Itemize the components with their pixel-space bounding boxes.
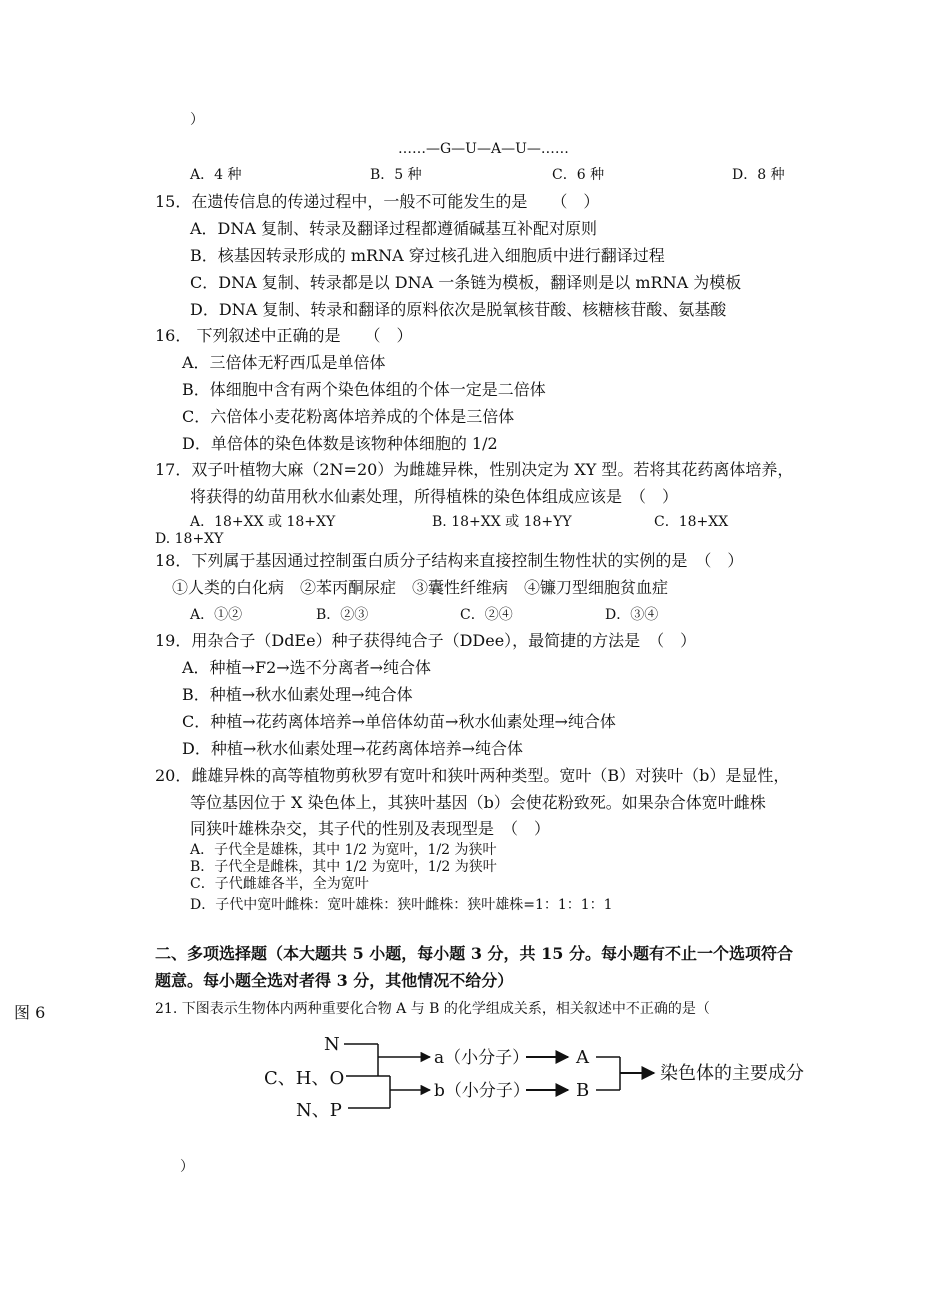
label-a-small-molecule: a（小分子） — [434, 1048, 530, 1068]
compound-composition-diagram — [250, 1026, 830, 1126]
q15-option-a: A．DNA 复制、转录及翻译过程都遵循碱基互补配对原则 — [190, 219, 598, 238]
q17-stem-line1: 17．双子叶植物大麻（2N=20）为雌雄异株，性别决定为 XY 型。若将其花药离体培养， — [155, 460, 794, 479]
q18-stem: 18．下列属于基因通过控制蛋白质分子结构来直接控制生物性状的实例的是 （ ） — [155, 551, 744, 570]
q18-option-b: B．②③ — [316, 607, 369, 623]
q17-option-b: B. 18+XX 或 18+YY — [432, 514, 572, 530]
q19-option-b: B．种植→秋水仙素处理→纯合体 — [182, 685, 413, 704]
q14-codon-sequence: ……—G—U—A—U—…… — [398, 141, 569, 157]
q18-option-c: C．②④ — [460, 607, 513, 623]
q17-stem-line2: 将获得的幼苗用秋水仙素处理，所得植株的染色体组成应该是 （ ） — [190, 487, 679, 506]
q17-option-c: C．18+XX — [654, 514, 729, 530]
element-n: N — [324, 1034, 340, 1055]
q20-stem-line1: 20．雌雄异株的高等植物剪秋罗有宽叶和狭叶两种类型。宽叶（B）对狭叶（b）是显性， — [155, 766, 790, 785]
q16-option-b: B．体细胞中含有两个染色体组的个体一定是二倍体 — [182, 380, 546, 399]
q20-option-d: D．子代中宽叶雌株：宽叶雄株：狭叶雌株：狭叶雄株=1：1：1：1 — [190, 897, 613, 913]
q19-option-d: D．种植→秋水仙素处理→花药离体培养→纯合体 — [182, 739, 524, 758]
compound-A: A — [576, 1047, 589, 1068]
q20-option-b: B．子代全是雌株，其中 1/2 为宽叶，1/2 为狭叶 — [190, 859, 497, 875]
q14-option-c: C．6 种 — [552, 167, 605, 183]
q15-option-b: B．核基因转录形成的 mRNA 穿过核孔进入细胞质中进行翻译过程 — [190, 246, 665, 265]
element-np: N、P — [296, 1100, 342, 1121]
q16-option-c: C．六倍体小麦花粉离体培养成的个体是三倍体 — [182, 407, 515, 426]
q18-option-d: D．③④ — [605, 607, 659, 623]
q16-stem: 16． 下列叙述中正确的是 （ ） — [155, 326, 413, 345]
q14-option-a: A．4 种 — [190, 167, 242, 183]
q21-stem: 21. 下图表示生物体内两种重要化合物 A 与 B 的化学组成关系，相关叙述中不正确的是（ — [155, 1001, 710, 1017]
q20-option-c: C．子代雌雄各半，全为宽叶 — [190, 876, 369, 892]
q20-stem-line2: 等位基因位于 X 染色体上，其狭叶基因（b）会使花粉致死。如果杂合体宽叶雌株 — [190, 793, 766, 812]
q18-option-a: A．①② — [190, 607, 243, 623]
section2-heading-line1: 二、多项选择题（本大题共 5 小题，每小题 3 分，共 15 分。每小题有不止一个选项符合 — [155, 944, 793, 963]
q16-option-d: D．单倍体的染色体数是该物种体细胞的 1/2 — [182, 434, 498, 453]
section2-heading-line2: 题意。每小题全选对者得 3 分，其他情况不给分） — [155, 971, 514, 990]
q17-option-a: A．18+XX 或 18+XY — [190, 514, 336, 530]
chromosome-main-component: 染色体的主要成分 — [660, 1063, 804, 1084]
compound-B: B — [576, 1080, 590, 1101]
q14-option-b: B．5 种 — [370, 167, 422, 183]
q18-items: ①人类的白化病 ②苯丙酮尿症 ③囊性纤维病 ④镰刀型细胞贫血症 — [172, 578, 669, 597]
q15-stem: 15．在遗传信息的传递过程中，一般不可能发生的是 （ ） — [155, 192, 600, 211]
q21-close-paren: ） — [180, 1159, 194, 1175]
q20-option-a: A．子代全是雄株，其中 1/2 为宽叶，1/2 为狭叶 — [190, 842, 497, 858]
q19-stem: 19．用杂合子（DdEe）种子获得纯合子（DDee），最简捷的方法是 （ ） — [155, 631, 697, 650]
q15-option-d: D．DNA 复制、转录和翻译的原料依次是脱氧核苷酸、核糖核苷酸、氨基酸 — [190, 300, 727, 319]
q14-option-d: D．8 种 — [732, 167, 785, 183]
q17-option-d: D. 18+XY — [155, 531, 224, 547]
q19-option-a: A．种植→F2→选不分离者→纯合体 — [182, 658, 432, 677]
q14-close-paren: ） — [190, 112, 204, 128]
q16-option-a: A．三倍体无籽西瓜是单倍体 — [182, 353, 386, 372]
label-b-small-molecule: b（小分子） — [434, 1081, 530, 1101]
q20-stem-line3: 同狭叶雄株杂交，其子代的性别及表现型是 （ ） — [190, 819, 551, 838]
q15-option-c: C．DNA 复制、转录都是以 DNA 一条链为模板，翻译则是以 mRNA 为模板 — [190, 273, 742, 292]
figure-label: 图 6 — [14, 1003, 46, 1022]
q19-option-c: C．种植→花药离体培养→单倍体幼苗→秋水仙素处理→纯合体 — [182, 712, 616, 731]
element-cho: C、H、O — [264, 1068, 345, 1089]
